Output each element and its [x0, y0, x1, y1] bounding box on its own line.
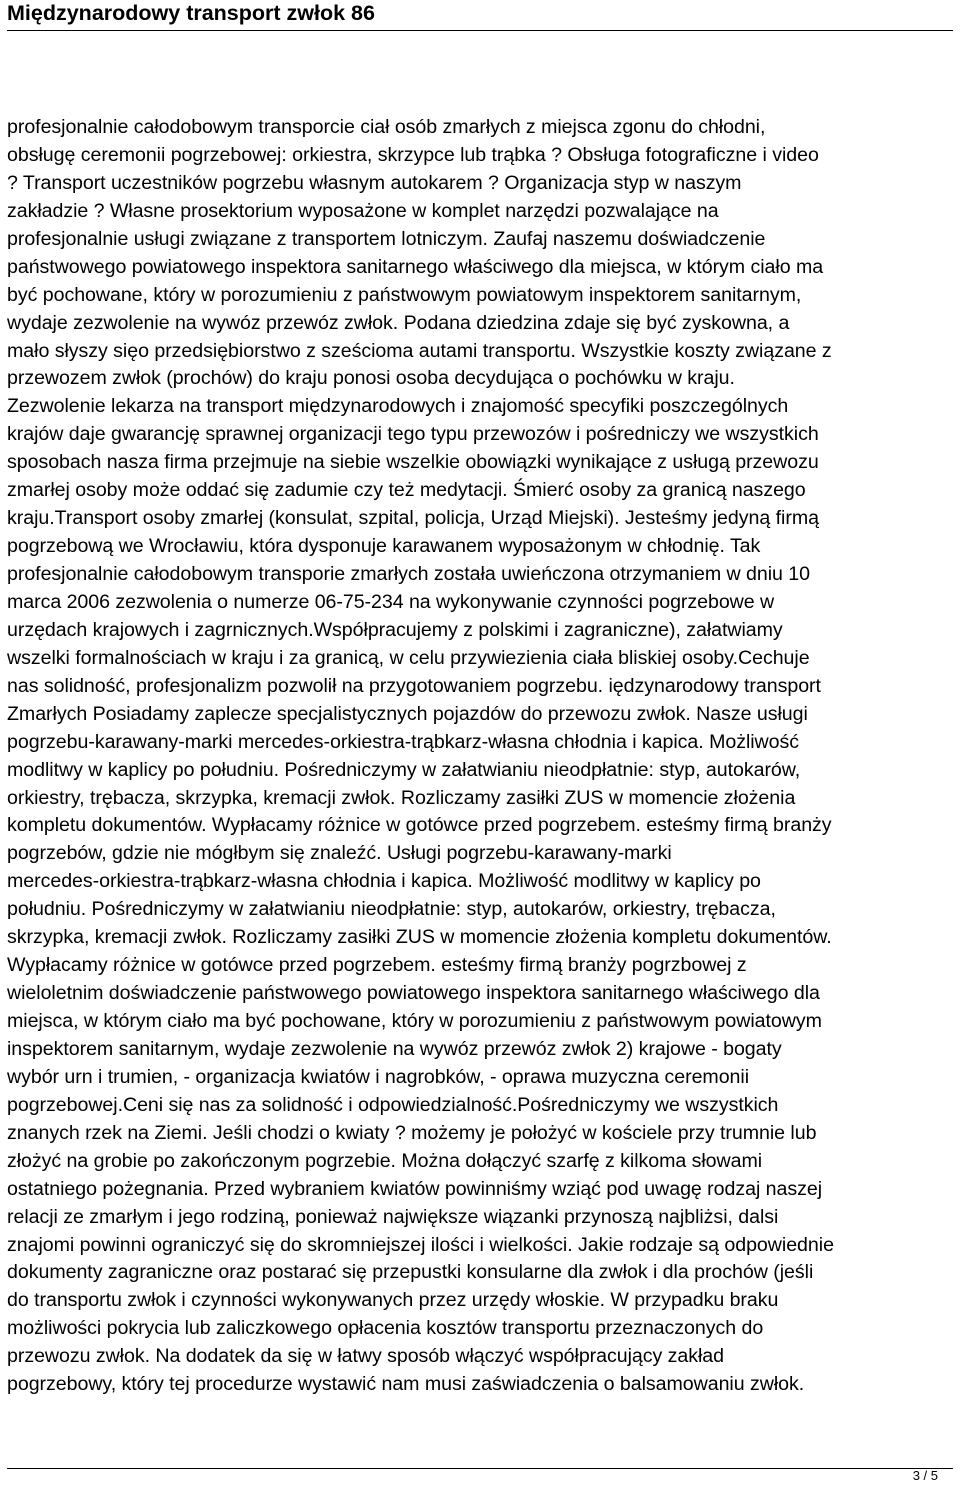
text-line: złożyć na grobie po zakończonym pogrzebie. Można dołączyć szarfę z kilkoma słowami [7, 1149, 763, 1172]
text-line: Zmarłych Posiadamy zaplecze specjalistycznych pojazdów do przewozu zwłok. Nasze usługi [7, 702, 808, 725]
text-line: profesjonalnie całodobowym transporcie ciał osób zmarłych z miejsca zgonu do chłodni, [7, 116, 766, 138]
text-line: obsługę ceremonii pogrzebowej: orkiestra, skrzypce lub trąbka ? Obsługa fotograficzne i video [7, 143, 819, 166]
text-line: zmarłej osoby może oddać się zadumie czy też medytacji. Śmierć osoby za granicą naszego [7, 479, 806, 502]
text-line: Zezwolenie lekarza na transport międzynarodowych i znajomość specyfiki poszczególnych [7, 395, 789, 418]
text-line: pogrzebową we Wrocławiu, która dysponuje karawanem wyposażonym w chłodnię. Tak [7, 535, 761, 558]
text-line: kraju.Transport osoby zmarłej (konsulat, szpital, policja, Urząd Miejski). Jesteśmy jedyną firmą [7, 507, 819, 530]
text-line: kompletu dokumentów. Wypłacamy różnice w gotówce przed pogrzebem. esteśmy firmą branży [7, 814, 832, 837]
text-line: pogrzebowej.Ceni się nas za solidność i odpowiedzialność.Pośredniczymy we wszystkich [7, 1093, 779, 1116]
text-line: zakładzie ? Własne prosektorium wyposażone w komplet narzędzi pozwalające na [7, 199, 719, 222]
text-line: znanych rzek na Ziemi. Jeśli chodzi o kwiaty ? możemy je położyć w kościele przy trumnie lub [7, 1121, 817, 1144]
text-line: profesjonalnie usługi związane z transportem lotniczym. Zaufaj naszemu doświadczenie [7, 227, 766, 250]
text-line: wieloletnim doświadczenie państwowego powiatowego inspektora sanitarnego właściwego dla [7, 982, 820, 1005]
header-divider [7, 30, 953, 31]
text-line: profesjonalnie całodobowym transporie zmarłych została uwieńczona otrzymaniem w dniu 10 [7, 563, 811, 585]
text-line: orkiestry, trębacza, skrzypka, kremacji zwłok. Rozliczamy zasiłki ZUS w momencie złożenia [7, 786, 796, 809]
text-line: ? Transport uczestników pogrzebu własnym autokarem ? Organizacja styp w naszym [7, 171, 742, 194]
text-line: Wypłacamy różnice w gotówce przed pogrzebem. esteśmy firmą branży pogrzbowej z [7, 954, 747, 977]
footer-divider [7, 1468, 953, 1469]
text-line: dokumenty zagraniczne oraz postarać się przepustki konsularne dla zwłok i dla prochów (jeśli [7, 1261, 814, 1284]
text-line: nas solidność, profesjonalizm pozwolił na przygotowaniem pogrzebu. iędzynarodowy transport [7, 674, 821, 697]
text-line: pogrzebowy, który tej procedurze wystawić nam musi zaświadczenia o balsamowaniu zwłok. [7, 1373, 805, 1396]
text-line: ostatniego pożegnania. Przed wybraniem kwiatów powinniśmy wziąć pod uwagę rodzaj naszej [7, 1177, 823, 1200]
text-line: znajomi powinni ograniczyć się do skromniejszej ilości i wielkości. Jakie rodzaje są odpowiednie [7, 1233, 834, 1256]
text-line: przewozem zwłok (prochów) do kraju ponosi osoba decydująca o pochówku w kraju. [7, 367, 735, 390]
text-line: wydaje zezwolenie na wywóz przewóz zwłok. Podana dziedzina zdaje się być zyskowna, a [7, 311, 790, 334]
text-line: miejsca, w którym ciało ma być pochowane, który w porozumieniu z państwowym powiatowym [7, 1010, 822, 1032]
text-line: krajów daje gwarancję sprawnej organizacji tego typu przewozów i pośredniczy we wszystkich [7, 423, 819, 446]
text-line: wszelki formalnościach w kraju i za granicą, w celu przywiezienia ciała bliskiej osoby.Cechuje [7, 646, 810, 669]
text-line: wybór urn i trumien, - organizacja kwiatów i nagrobków, - oprawa muzyczna ceremonii [7, 1065, 750, 1088]
body-text [7, 114, 957, 1399]
page-title: Międzynarodowy transport zwłok 86 [7, 1, 375, 25]
text-line: pogrzebów, gdzie nie mógłbym się znaleźć. Usługi pogrzebu-karawany-marki [7, 842, 672, 865]
text-line: marca 2006 zezwolenia o numerze 06-75-234 na wykonywanie czynności pogrzebowe w [7, 590, 775, 613]
text-line: sposobach nasza firma przejmuje na siebie wszelkie obowiązki wynikające z usługą przewozu [7, 451, 819, 474]
text-line: południu. Pośredniczymy w załatwianiu nieodpłatnie: styp, autokarów, orkiestry, trębacza, [7, 898, 776, 921]
text-line: do transportu zwłok i czynności wykonywanych przez urzędy włoskie. W przypadku braku [7, 1289, 779, 1312]
text-line: relacji ze zmarłym i jego rodziną, ponieważ największe wiązanki przynoszą najbliżsi, dalsi [7, 1205, 779, 1228]
text-line: pogrzebu-karawany-marki mercedes-orkiestra-trąbkarz-własna chłodnia i kapica. Możliwość [7, 730, 800, 753]
text-line: przewozu zwłok. Na dodatek da się w łatwy sposób włączyć współpracujący zakład [7, 1345, 724, 1368]
page-number: 3 / 5 [912, 1468, 938, 1483]
text-line: być pochowane, który w porozumieniu z państwowym powiatowym inspektorem sanitarnym, [7, 283, 802, 306]
text-line: państwowego powiatowego inspektora sanitarnego właściwego dla miejsca, w którym ciało ma [7, 255, 824, 278]
text-line: modlitwy w kaplicy po południu. Pośredniczymy w załatwianiu nieodpłatnie: styp, autokarów, [7, 758, 801, 781]
text-line: urzędach krajowych i zagrnicznych.Współpracujemy z polskimi i zagraniczne), załatwiamy [7, 618, 783, 641]
text-line: inspektorem sanitarnym, wydaje zezwolenie na wywóz przewóz zwłok 2) krajowe - bogaty [7, 1037, 782, 1060]
text-line: mało słyszy sięo przedsiębiorstwo z sześcioma autami transportu. Wszystkie koszty związane z [7, 339, 832, 362]
text-line: możliwości pokrycia lub zaliczkowego opłacenia kosztów transportu przeznaczonych do [7, 1317, 764, 1340]
text-line: skrzypka, kremacji zwłok. Rozliczamy zasiłki ZUS w momencie złożenia kompletu dokumentów. [7, 926, 832, 949]
text-line: mercedes-orkiestra-trąbkarz-własna chłodnia i kapica. Możliwość modlitwy w kaplicy po [7, 870, 761, 893]
